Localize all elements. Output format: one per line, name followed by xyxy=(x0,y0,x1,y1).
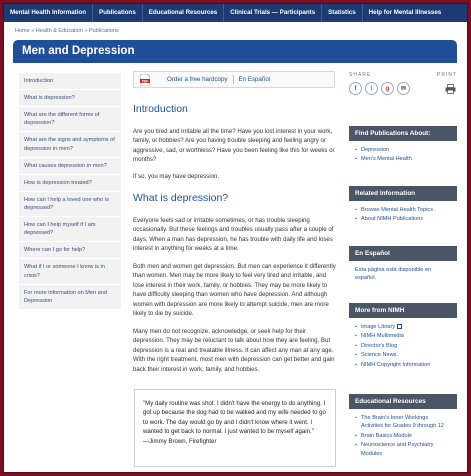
left-nav-signs-and-symptoms[interactable]: What are the signs and symptoms of depression in men? xyxy=(19,132,121,157)
bullet-icon: ▪ xyxy=(355,432,357,439)
link-text[interactable]: NIMH Multimedia xyxy=(361,333,404,340)
left-nav-help-loved-one[interactable]: How can I help a loved one who is depressed? xyxy=(19,192,121,217)
bullet-icon: ▪ xyxy=(355,156,357,163)
bullet-icon: ▪ xyxy=(355,352,357,359)
bullet-icon: ▪ xyxy=(355,342,357,349)
left-nav-what-is-depression[interactable]: What is depression? xyxy=(19,90,121,107)
link-text[interactable]: Men's Mental Health xyxy=(361,156,412,163)
quote-box xyxy=(134,389,336,467)
espanol-box xyxy=(349,246,457,287)
related-link-browse-topics[interactable] xyxy=(355,206,451,214)
share-label: SHARE xyxy=(349,72,372,78)
nimh-link-multimedia[interactable] xyxy=(355,332,451,340)
link-text[interactable]: Brain Basics Module xyxy=(361,432,412,439)
twitter-icon[interactable]: t xyxy=(365,82,378,95)
what-paragraph-2: Both men and women get depression. But men can experience it differently than women. Men may be more likely to feel very tired and irritable, and lose interest in their work, family, or hobbies. They may be more likely to have difficulty sleeping than women who have depression. And although women with depression are more likely to attempt suicide, men are more likely to die by suicide. xyxy=(133,263,336,318)
print-icons xyxy=(441,82,457,95)
intro-paragraph-1: Are you tired and irritable all the time? Have you lost interest in your work, family, or hobbies? Are you having trouble sleeping and feeling angry or aggressive, sad, or worthless? Have you been feeling like this for weeks or months? xyxy=(133,128,335,164)
hardcopy-bar xyxy=(133,71,335,88)
bullet-icon: ▪ xyxy=(355,442,357,449)
pdf-icon[interactable] xyxy=(140,74,150,86)
link-text[interactable]: About NIMH Publications xyxy=(361,216,424,223)
nimh-link-copyright[interactable] xyxy=(355,361,451,369)
related-information-title: Related Information xyxy=(349,186,457,201)
bullet-icon: ▪ xyxy=(355,216,357,223)
link-text[interactable]: NIMH Copyright Information xyxy=(361,361,431,368)
bullet-icon: ▪ xyxy=(355,361,357,368)
intro-paragraph-2: If so, you may have depression. xyxy=(133,173,220,180)
facebook-icon[interactable]: f xyxy=(349,82,362,95)
find-pubs-link-depression[interactable] xyxy=(355,146,451,154)
share-icons xyxy=(349,82,413,95)
left-nav-more-information[interactable]: For more information on Men and Depression xyxy=(19,285,121,310)
related-link-about-publications[interactable] xyxy=(355,215,451,223)
more-from-nimh-box xyxy=(349,303,457,374)
espanol-link[interactable]: En Español xyxy=(238,76,271,83)
link-text[interactable]: Browse Mental Health Topics xyxy=(361,207,434,213)
link-text[interactable]: Neuroscience and Psychiatry Modules xyxy=(361,442,434,457)
introduction-heading: Introduction xyxy=(133,103,188,115)
page-title: Men and Depression xyxy=(22,45,135,57)
external-link-icon xyxy=(397,324,402,329)
what-paragraph-1: Everyone feels sad or irritable sometimes, or has trouble sleeping occasionally. But these feelings and troubles usually pass after a couple of days. When a man has depression, he has trouble with daily life and loses interest in anything for weeks at a time. xyxy=(133,217,334,253)
bullet-icon: ▪ xyxy=(355,147,357,153)
svg-text:PDF: PDF xyxy=(141,78,149,83)
page-frame xyxy=(3,3,468,473)
quote-text: "My daily routine was shot. I didn't have the energy to do anything. I got up because the dog had to be walked and my wife needed to go to work. The day would go by and I didn't know where it went. I wanted to get back to normal. I just wanted to be myself again." xyxy=(143,400,326,436)
left-nav-crisis[interactable]: What if I or someone I know is in crisis? xyxy=(19,259,121,284)
nav-clinical-trials[interactable]: Clinical Trials — Participants xyxy=(224,4,322,22)
top-navigation xyxy=(4,4,467,22)
edu-link-brain-basics[interactable] xyxy=(355,432,451,440)
bullet-icon: ▪ xyxy=(355,324,357,330)
nav-educational-resources[interactable]: Educational Resources xyxy=(143,4,224,22)
print-label: PRINT xyxy=(437,72,457,78)
nimh-link-science-news[interactable] xyxy=(355,351,451,359)
more-from-nimh-title: More from NIMH xyxy=(349,303,457,318)
left-nav-treatment[interactable]: How is depression treated? xyxy=(19,175,121,192)
find-publications-title: Find Publications About: xyxy=(349,126,457,141)
link-separator xyxy=(233,75,234,84)
link-text[interactable]: Director's Blog xyxy=(361,342,398,349)
page-title-bar xyxy=(13,40,457,63)
link-text[interactable]: Depression xyxy=(361,147,390,153)
bullet-icon: ▪ xyxy=(355,415,357,421)
nav-mental-health-information[interactable]: Mental Health Information xyxy=(4,4,93,22)
what-is-depression-heading: What is depression? xyxy=(133,192,229,204)
what-paragraph-3: Many men do not recognize, acknowledge, or seek help for their depression. They may be reluctant to talk about how they are feeling. But depression is a real and treatable illness. It can affect any man at any age. With the right treatment, most men with depression can get better and gain back their interest in work, family, and hobbies. xyxy=(133,328,335,373)
left-navigation xyxy=(19,73,121,310)
find-pubs-link-mens-mental-health[interactable] xyxy=(355,155,451,163)
edu-link-neuroscience-modules[interactable] xyxy=(355,441,451,458)
nav-publications[interactable]: Publications xyxy=(93,4,143,22)
breadcrumb[interactable]: Home » Health & Education » Publications xyxy=(15,28,119,34)
bullet-icon: ▪ xyxy=(355,333,357,340)
left-nav-forms-of-depression[interactable]: What are the different forms of depression? xyxy=(19,107,121,132)
link-text[interactable]: Science News xyxy=(361,352,397,359)
nav-help-for-mental-illnesses[interactable]: Help for Mental Illnesses xyxy=(368,9,442,16)
printer-icon[interactable] xyxy=(444,82,457,95)
left-nav-help-myself[interactable]: How can I help myself if I am depressed? xyxy=(19,217,121,242)
related-information-box xyxy=(349,186,457,229)
nimh-link-image-library[interactable] xyxy=(355,323,451,331)
educational-resources-title: Educational Resources xyxy=(349,394,457,409)
espanol-text[interactable]: Esta página está disponible en español. xyxy=(355,267,432,282)
find-publications-box xyxy=(349,126,457,169)
google-plus-icon[interactable]: g xyxy=(381,82,394,95)
link-text[interactable]: Image Library xyxy=(361,324,396,330)
edu-link-brains-inner-workings[interactable] xyxy=(355,414,451,431)
link-text[interactable]: The Brain's Inner Workings Activities for Grades 9 through 12 xyxy=(361,415,445,430)
left-nav-causes[interactable]: What causes depression in men? xyxy=(19,158,121,175)
email-icon[interactable]: ✉ xyxy=(397,82,410,95)
order-hardcopy-link[interactable]: Order a free hardcopy xyxy=(167,76,228,83)
educational-resources-box xyxy=(349,394,457,463)
left-nav-introduction[interactable]: Introduction xyxy=(19,73,121,90)
nav-statistics[interactable]: Statistics xyxy=(322,4,363,22)
left-nav-where-to-go[interactable]: Where can I go for help? xyxy=(19,242,121,259)
espanol-title: En Español xyxy=(349,246,457,261)
bullet-icon: ▪ xyxy=(355,207,357,213)
nimh-link-directors-blog[interactable] xyxy=(355,342,451,350)
quote-author: —Jimmy Brown, Firefighter xyxy=(143,437,217,445)
